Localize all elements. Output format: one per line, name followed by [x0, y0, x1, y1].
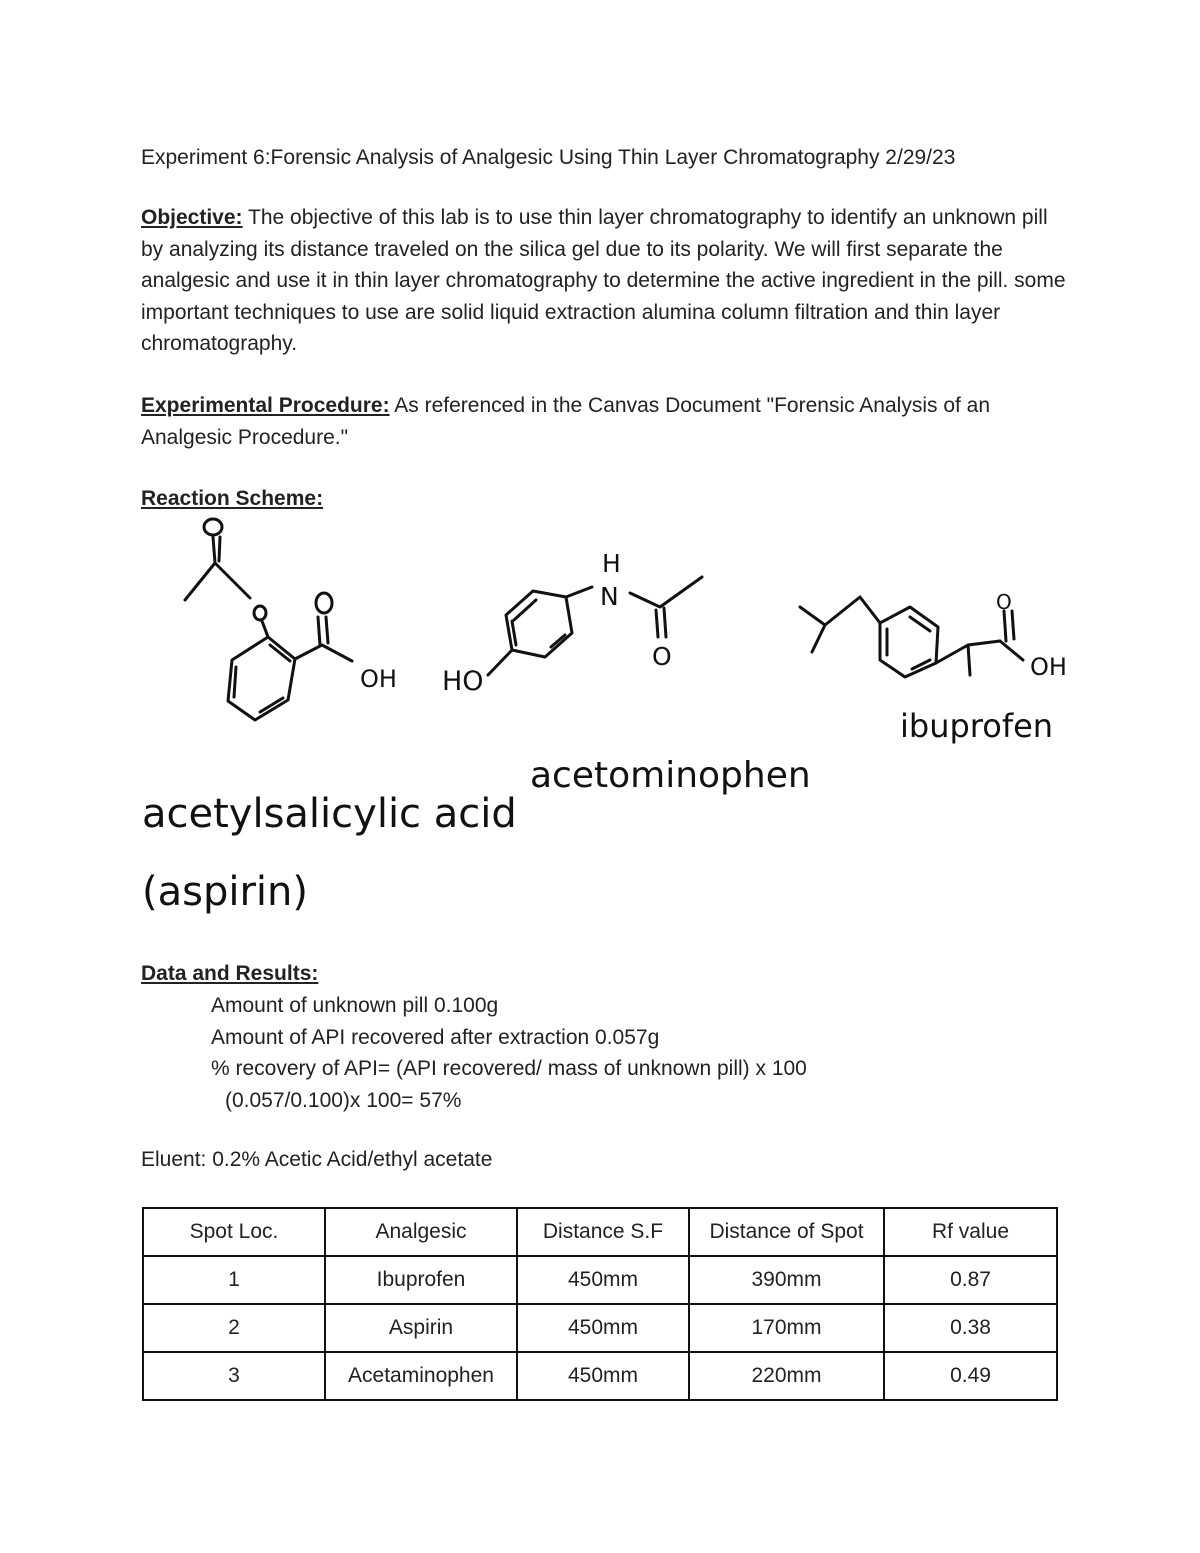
table-cell: 170mm: [689, 1304, 884, 1352]
table-header-cell: Distance of Spot: [689, 1208, 884, 1256]
table-cell: 220mm: [689, 1352, 884, 1400]
table-header-cell: Analgesic: [325, 1208, 517, 1256]
table-cell: Ibuprofen: [325, 1256, 517, 1304]
acetaminophen-h-label: H: [602, 549, 621, 578]
table-row: [143, 1352, 1057, 1400]
table-header-row: [143, 1208, 1057, 1256]
eluent-text: Eluent: 0.2% Acetic Acid/ethyl acetate: [141, 1148, 493, 1171]
table-header-cell: Spot Loc.: [143, 1208, 325, 1256]
acetaminophen-o-label: O: [652, 642, 672, 671]
table-cell: 0.87: [884, 1256, 1057, 1304]
ibuprofen-name: ibuprofen: [900, 707, 1054, 745]
data-line-unknown-pill: Amount of unknown pill 0.100g: [211, 994, 499, 1017]
procedure-label: Experimental Procedure:: [141, 394, 390, 417]
data-results-lines: [211, 990, 1071, 1116]
table-cell: 450mm: [517, 1352, 689, 1400]
table-cell: Acetaminophen: [325, 1352, 517, 1400]
table-cell: 3: [143, 1352, 325, 1400]
reaction-scheme-drawing: [120, 515, 1100, 935]
table-cell: Aspirin: [325, 1304, 517, 1352]
ibuprofen-o-label: O: [996, 590, 1012, 614]
table-cell: 450mm: [517, 1256, 689, 1304]
data-line-recovery-calc: (0.057/0.100)x 100= 57%: [225, 1088, 462, 1112]
acetaminophen-name: acetominophen: [530, 755, 811, 796]
table-cell: 450mm: [517, 1304, 689, 1352]
acetaminophen-ho-label: HO: [442, 666, 484, 697]
objective-label: Objective:: [141, 206, 243, 229]
reaction-scheme-label: Reaction Scheme:: [141, 487, 324, 510]
data-line-recovery-formula: % recovery of API= (API recovered/ mass of unknown pill) x 100: [211, 1057, 807, 1080]
results-table: [142, 1207, 1058, 1401]
aspirin-alias: (aspirin): [142, 869, 308, 915]
acetaminophen-structure: [442, 549, 811, 796]
acetaminophen-n-label: N: [600, 582, 619, 611]
aspirin-structure: [142, 519, 517, 915]
aspirin-name: acetylsalicylic acid: [142, 791, 517, 837]
table-row: [143, 1256, 1057, 1304]
table-cell: 0.38: [884, 1304, 1057, 1352]
aspirin-oh-label: OH: [360, 665, 397, 693]
procedure-text: As referenced in the Canvas Document "Forensic Analysis of an Analgesic Procedure.": [141, 394, 991, 449]
objective-section: [141, 202, 1071, 360]
table-cell: 1: [143, 1256, 325, 1304]
document-title: Experiment 6:Forensic Analysis of Analgesic Using Thin Layer Chromatography 2/29/23: [141, 146, 956, 169]
table-header-cell: Rf value: [884, 1208, 1057, 1256]
ibuprofen-structure: [800, 590, 1067, 745]
table-cell: 0.49: [884, 1352, 1057, 1400]
procedure-section: [141, 390, 1071, 453]
data-results-label: Data and Results:: [141, 962, 319, 985]
ibuprofen-oh-label: OH: [1030, 653, 1067, 681]
reaction-scheme-heading: [141, 483, 1071, 515]
data-line-api-recovered: Amount of API recovered after extraction 0.057g: [211, 1025, 660, 1049]
table-cell: 2: [143, 1304, 325, 1352]
data-results-heading: [141, 958, 1071, 990]
table-cell: 390mm: [689, 1256, 884, 1304]
table-row: [143, 1304, 1057, 1352]
objective-text: The objective of this lab is to use thin layer chromatography to identify an unknown pill by analyzing its distance traveled on the silica gel due to its polarity. We will first separate the analgesic and use it in thin layer chromatography to determine the active ingredient in the pill. some important techniques to use are solid liquid extraction alumina column filtration and thin layer chromatography.: [141, 206, 1066, 355]
table-header-cell: Distance S.F: [517, 1208, 689, 1256]
